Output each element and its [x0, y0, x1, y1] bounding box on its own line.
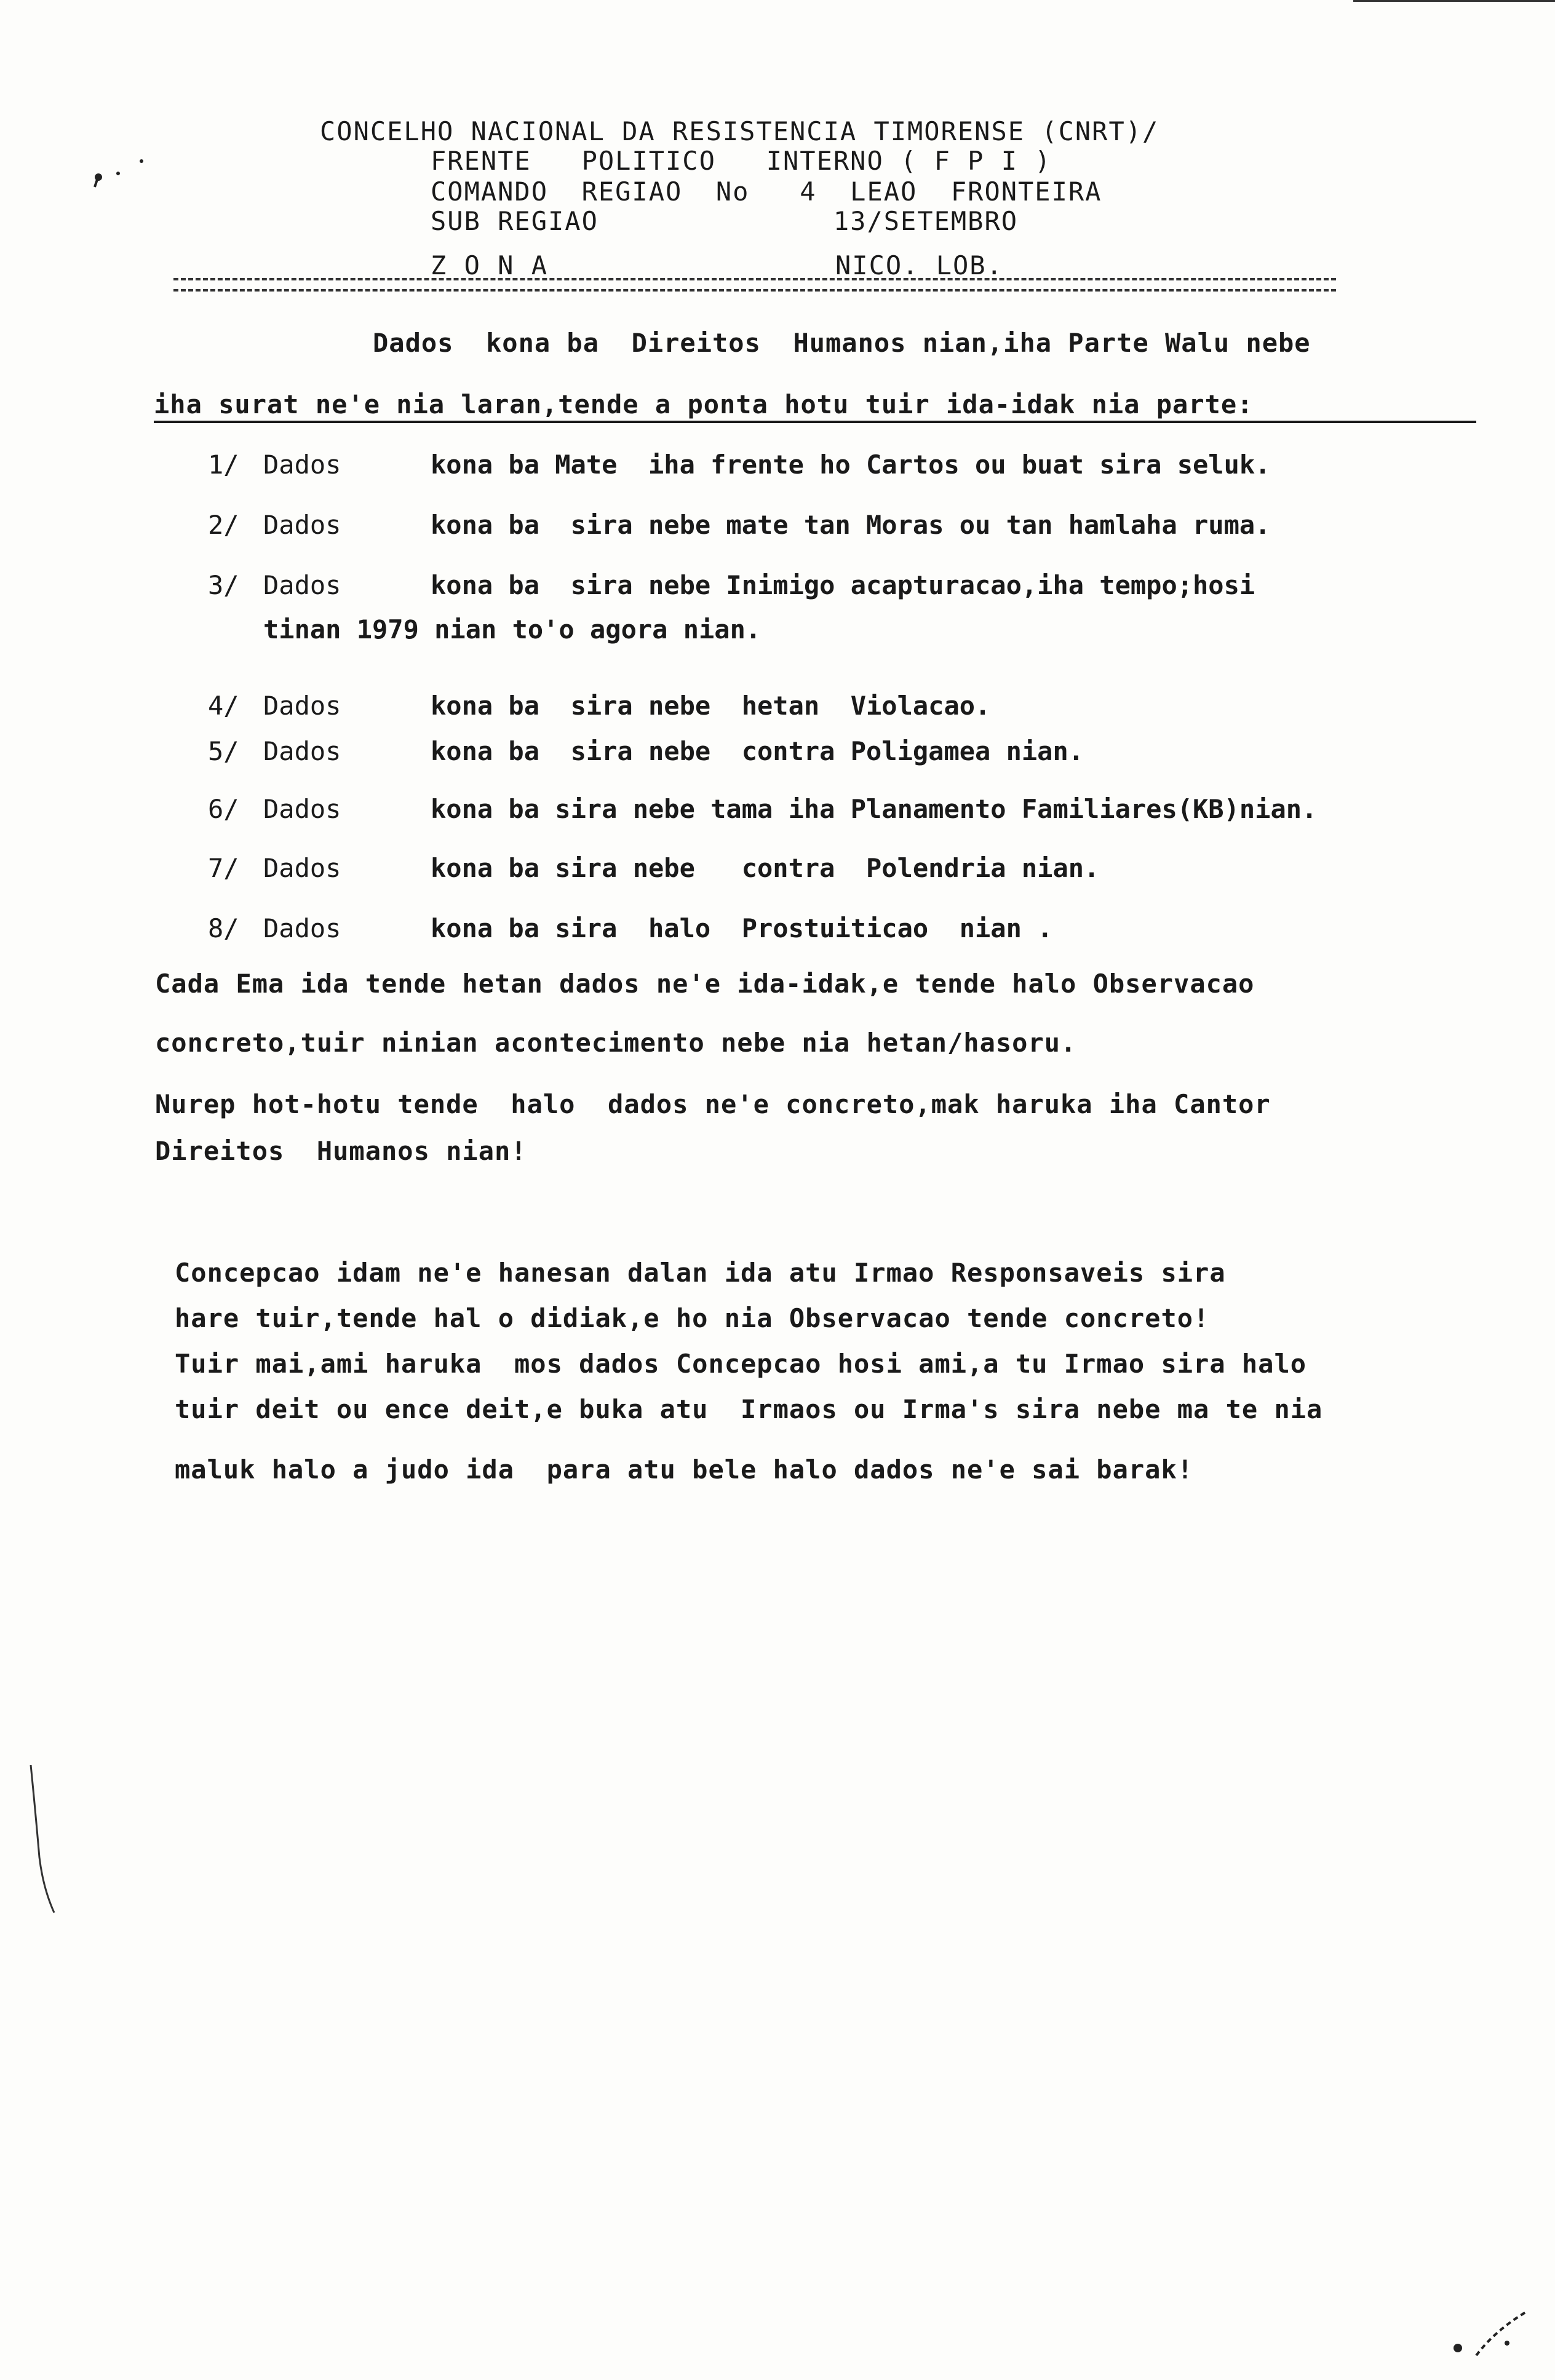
- top-edge-line: [1353, 0, 1555, 2]
- item-text: kona ba sira halo Prostuiticao nian .: [431, 913, 1053, 943]
- item-number: 5/: [208, 736, 239, 766]
- item-number: 4/: [208, 691, 239, 721]
- margin-line-left: [18, 1759, 68, 1919]
- intro-line-1: Dados kona ba Direitos Humanos nian,iha Parte Walu nebe: [373, 328, 1311, 358]
- item-text: kona ba sira nebe mate tan Moras ou tan hamlaha ruma.: [431, 510, 1271, 540]
- item-label: Dados: [263, 736, 341, 766]
- item-text: kona ba sira nebe contra Polendria nian.: [431, 853, 1100, 883]
- item-text: kona ba sira nebe tama iha Planamento Familiares(KB)nian.: [431, 794, 1318, 824]
- item-label: Dados: [263, 913, 341, 943]
- item-text-continuation: tinan 1979 nian to'o agora nian.: [263, 614, 762, 645]
- item-number: 8/: [208, 913, 239, 943]
- paragraph2-line-5: maluk halo a judo ida para atu bele halo dados ne'e sai barak!: [175, 1454, 1194, 1485]
- header-nico-lob: NICO. LOB.: [835, 250, 1003, 280]
- header-divider: [173, 278, 1336, 292]
- paragraph1-line-1: Cada Ema ida tende hetan dados ne'e ida-idak,e tende halo Observacao: [155, 969, 1255, 999]
- item-number: 7/: [208, 853, 239, 883]
- item-number: 3/: [208, 570, 239, 600]
- header-zona: Z O N A: [431, 250, 549, 280]
- item-label: Dados: [263, 794, 341, 824]
- paragraph1-line-3: Nurep hot-hotu tende halo dados ne'e concreto,mak haruka iha Cantor: [155, 1089, 1271, 1119]
- item-text: kona ba sira nebe contra Poligamea nian.: [431, 736, 1084, 766]
- paragraph2-line-4: tuir deit ou ence deit,e buka atu Irmaos ou Irma's sira nebe ma te nia: [175, 1394, 1323, 1424]
- header-line-2: FRENTE POLITICO INTERNO ( F P I ): [431, 146, 1052, 176]
- item-label: Dados: [263, 570, 341, 600]
- paragraph2-line-2: hare tuir,tende hal o didiak,e ho nia Observacao tende concreto!: [175, 1303, 1210, 1333]
- header-line-1: CONCELHO NACIONAL DA RESISTENCIA TIMORENSE (CNRT)/: [320, 116, 1159, 146]
- item-label: Dados: [263, 510, 341, 540]
- paragraph2-line-1: Concepcao idam ne'e hanesan dalan ida atu Irmao Responsaveis sira: [175, 1258, 1226, 1288]
- paragraph1-line-2: concreto,tuir ninian acontecimento nebe nia hetan/hasoru.: [155, 1028, 1077, 1058]
- item-text: kona ba sira nebe Inimigo acapturacao,iha tempo;hosi: [431, 570, 1255, 600]
- item-text: kona ba sira nebe hetan Violacao.: [431, 691, 991, 721]
- intro-line-2: iha surat ne'e nia laran,tende a ponta hotu tuir ida-idak nia parte:: [154, 389, 1254, 419]
- intro-underline: [154, 421, 1476, 423]
- item-label: Dados: [263, 691, 341, 721]
- header-line-4: SUB REGIAO 13/SETEMBRO: [431, 206, 1019, 236]
- item-label: Dados: [263, 450, 341, 480]
- item-number: 1/: [208, 450, 239, 480]
- margin-scribble-bottom-right: [1433, 2300, 1544, 2368]
- item-number: 6/: [208, 794, 239, 824]
- item-label: Dados: [263, 853, 341, 883]
- paragraph2-line-3: Tuir mai,ami haruka mos dados Concepcao hosi ami,a tu Irmao sira halo: [175, 1349, 1307, 1379]
- item-number: 2/: [208, 510, 239, 540]
- item-text: kona ba Mate iha frente ho Cartos ou buat sira seluk.: [431, 450, 1271, 480]
- margin-scribble-top-left: [86, 148, 160, 197]
- header-line-3: COMANDO REGIAO No 4 LEAO FRONTEIRA: [431, 177, 1102, 207]
- paragraph1-line-4: Direitos Humanos nian!: [155, 1136, 527, 1166]
